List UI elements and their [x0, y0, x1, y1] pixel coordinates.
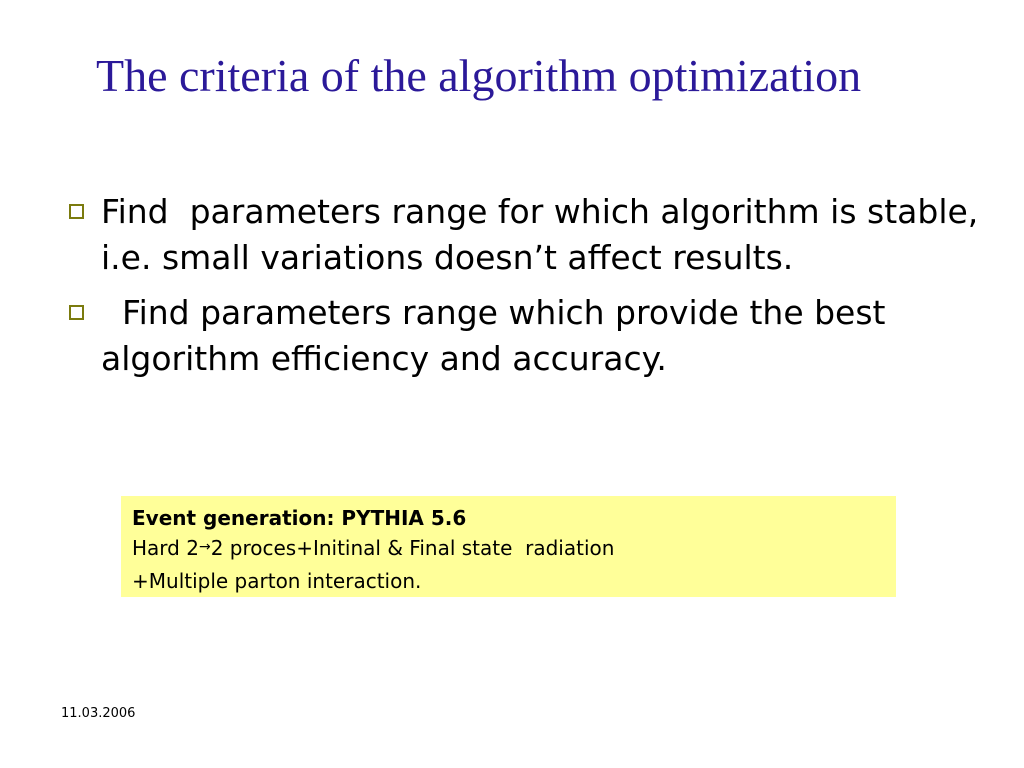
note-line-interaction: +Multiple parton interaction. [132, 569, 422, 593]
bullet-text: Find parameters range which provide the best algorithm efficiency and accuracy. [101, 293, 896, 378]
note-text-hard: Hard 2 [132, 536, 199, 560]
bullet-list [66, 189, 996, 391]
right-arrow-icon: → [198, 539, 211, 555]
note-text-process: 2 proces+Initinal & Final state radiation [210, 536, 615, 560]
footer-date: 11.03.2006 [61, 706, 136, 721]
slide-title: The criteria of the algorithm optimization [96, 50, 862, 101]
list-item [66, 189, 996, 281]
square-bullet-icon [69, 204, 84, 219]
note-line-process [132, 533, 896, 566]
bullet-text: Find parameters range for which algorithm is stable, i.e. small variations doesn’t affect results. [101, 192, 989, 277]
event-generation-note [121, 496, 896, 597]
list-item [66, 290, 996, 382]
square-bullet-icon [69, 305, 84, 320]
note-heading: Event generation: PYTHIA 5.6 [132, 506, 467, 530]
